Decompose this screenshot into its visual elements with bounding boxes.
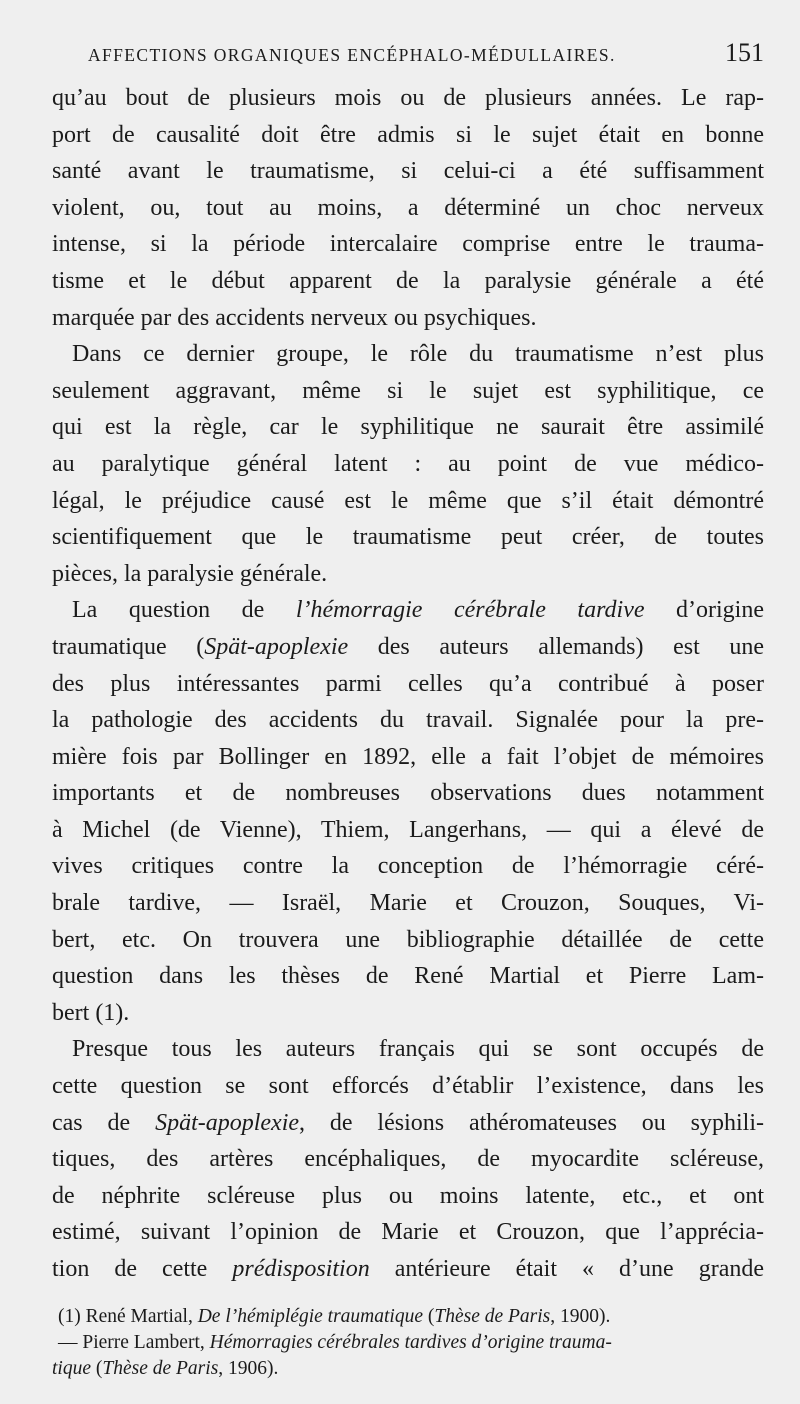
text-line: santé avant le traumatisme, si celui-ci a été suffisamment <box>52 158 764 185</box>
running-head <box>88 38 764 80</box>
text-line: intense, si la période intercalaire comprise entre le trauma- <box>52 231 764 258</box>
text-line: qu’au bout de plusieurs mois ou de plusieurs années. Le rap- <box>52 85 764 111</box>
paragraph-auteurs <box>52 1031 764 1287</box>
text-line: port de causalité doit être admis si le sujet était en bonne <box>52 121 764 148</box>
text-line: estimé, suivant l’opinion de Marie et Crouzon, que l’apprécia- <box>52 1219 764 1246</box>
text-line: légal, le préjudice causé est le même que s’il était démontré <box>52 487 764 514</box>
text-line: Dans ce dernier groupe, le rôle du traumatisme n’est plus <box>72 341 764 368</box>
text-line: seulement aggravant, même si le sujet est syphilitique, ce <box>52 377 764 404</box>
text-line: mière fois par Bollinger en 1892, elle a fait l’objet de mémoires <box>52 743 764 770</box>
running-head-title: AFFECTIONS ORGANIQUES ENCÉPHALO-MÉDULLAIRES. <box>88 45 616 65</box>
text-line: violent, ou, tout au moins, a déterminé un choc nerveux <box>52 194 764 221</box>
text-line: tion de cette prédisposition antérieure était « d’une grande <box>52 1256 764 1282</box>
page-number: 151 <box>725 38 764 67</box>
text-line: traumatique (Spät-apoplexie des auteurs allemands) est une <box>52 633 764 660</box>
text-line: cette question se sont efforcés d’établir l’existence, dans les <box>52 1073 764 1100</box>
text-line: tiques, des artères encéphaliques, de myocardite scléreuse, <box>52 1146 764 1173</box>
text-line: marquée par des accidents nerveux ou psychiques. <box>52 304 537 331</box>
footnote-2: — Pierre Lambert, Hémorragies cérébrales tardives d’origine trauma- <box>58 1331 612 1353</box>
text-line: au paralytique général latent : au point de vue médico- <box>52 450 764 477</box>
text-line: à Michel (de Vienne), Thiem, Langerhans, — qui a élevé de <box>52 816 764 843</box>
text-line: scientifiquement que le traumatisme peut créer, de toutes <box>52 524 764 551</box>
text-line: cas de Spät-apoplexie, de lésions athéromateuses ou syphili- <box>52 1109 765 1136</box>
text-line: Presque tous les auteurs français qui se sont occupés de <box>72 1036 764 1063</box>
text-line: question dans les thèses de René Martial et Pierre Lam- <box>52 963 764 990</box>
text-line: importants et de nombreuses observations dues notamment <box>52 780 764 807</box>
text-line: La question de l’hémorragie cérébrale tardive d’origine <box>72 597 764 624</box>
footnotes <box>52 1304 764 1382</box>
text-line: pièces, la paralysie générale. <box>52 560 328 587</box>
paragraph-hemorragie <box>52 592 764 1031</box>
text-line: des plus intéressantes parmi celles qu’a contribué à poser <box>52 670 764 697</box>
text-line: de néphrite scléreuse plus ou moins latente, etc., et ont <box>52 1182 764 1209</box>
text-line: bert, etc. On trouvera une bibliographie détaillée de cette <box>52 926 764 953</box>
text-line: tisme et le début apparent de la paralysie générale a été <box>52 267 764 294</box>
text-line: la pathologie des accidents du travail. Signalée pour la pre- <box>52 707 764 734</box>
text-line: vives critiques contre la conception de l’hémorragie céré- <box>52 853 764 880</box>
text-line: qui est la règle, car le syphilitique ne saurait être assimilé <box>52 414 764 441</box>
footnote-2-cont: tique (Thèse de Paris, 1906). <box>52 1357 279 1379</box>
paragraph-1-2 <box>52 80 764 592</box>
text-line: brale tardive, — Israël, Marie et Crouzon, Souques, Vi- <box>52 890 764 917</box>
footnote-1: (1) René Martial, De l’hémiplégie traumatique (Thèse de Paris, 1900). <box>58 1305 611 1327</box>
text-line: bert (1). <box>52 999 130 1026</box>
